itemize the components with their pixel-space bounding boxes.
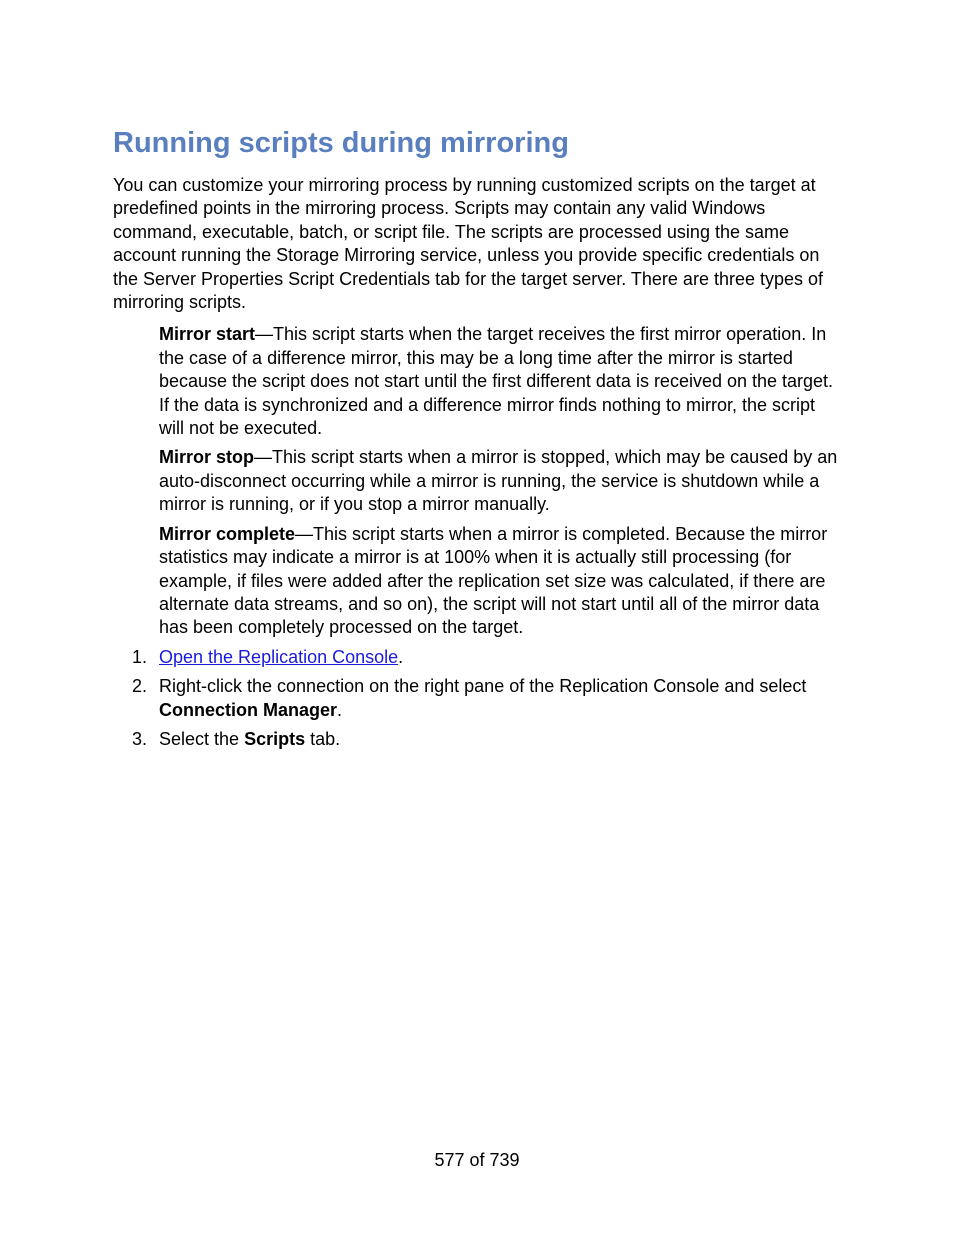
definition-mirror-stop (159, 446, 843, 516)
page-title: Running scripts during mirroring (113, 127, 569, 159)
step-connection-manager (132, 675, 843, 722)
step-number: 3. (132, 728, 148, 749)
step-bold-text: Connection Manager (159, 699, 338, 720)
step-open-console (132, 646, 843, 669)
definition-term: Mirror stop (159, 447, 255, 468)
step-bold-text: Scripts (244, 728, 306, 749)
step-number: 1. (132, 646, 148, 667)
definition-term: Mirror complete (159, 523, 296, 544)
step-number: 2. (132, 676, 148, 697)
definition-term: Mirror start (159, 324, 256, 345)
definition-mirror-complete (159, 523, 843, 640)
page-number: 577 of 739 (434, 1150, 520, 1170)
document-body (113, 174, 843, 757)
definition-text: —This script starts when a mirror is completed. Because the mirror statistics may indicate a mirror is at 100% when it is actually still processing (for example, if files were added after the replication set size was calculated, if there are alternate data streams, and so on), the script will not start until all of the mirror data has been completely processed on the target. (159, 523, 828, 638)
step-scripts-tab (132, 728, 843, 751)
step-text: Select the (159, 728, 245, 749)
definition-text: —This script starts when the target receives the first mirror operation. In the case of a difference mirror, this may be a long time after the mirror is started because the script does not start until the first different data is received on the target. If the data is synchronized and a difference mirror finds nothing to mirror, the script will not be executed. (159, 324, 834, 439)
step-text: . (337, 699, 343, 720)
step-text: Right-click the connection on the right pane of the Replication Console and select (159, 676, 807, 697)
steps-list (113, 646, 843, 752)
definition-text: —This script starts when a mirror is stopped, which may be caused by an auto-disconnect occurring while a mirror is running, the service is shutdown while a mirror is running, or if you stop a mirror manually. (159, 447, 838, 515)
definition-mirror-start (159, 323, 843, 440)
open-replication-console-link[interactable]: Open the Replication Console (159, 646, 399, 667)
step-text: tab. (305, 728, 341, 749)
step-text: . (398, 646, 404, 667)
intro-paragraph: You can customize your mirroring process by running customized scripts on the target at predefined points in the mirroring process. Scripts may contain any valid Windows command, executable, batch, or script file. The scripts are processed using the same account running the Storage Mirroring service, unless you provide specific credentials on the Server Properties Script Credentials tab for the target server. There are three types of mirroring scripts. (113, 175, 824, 313)
